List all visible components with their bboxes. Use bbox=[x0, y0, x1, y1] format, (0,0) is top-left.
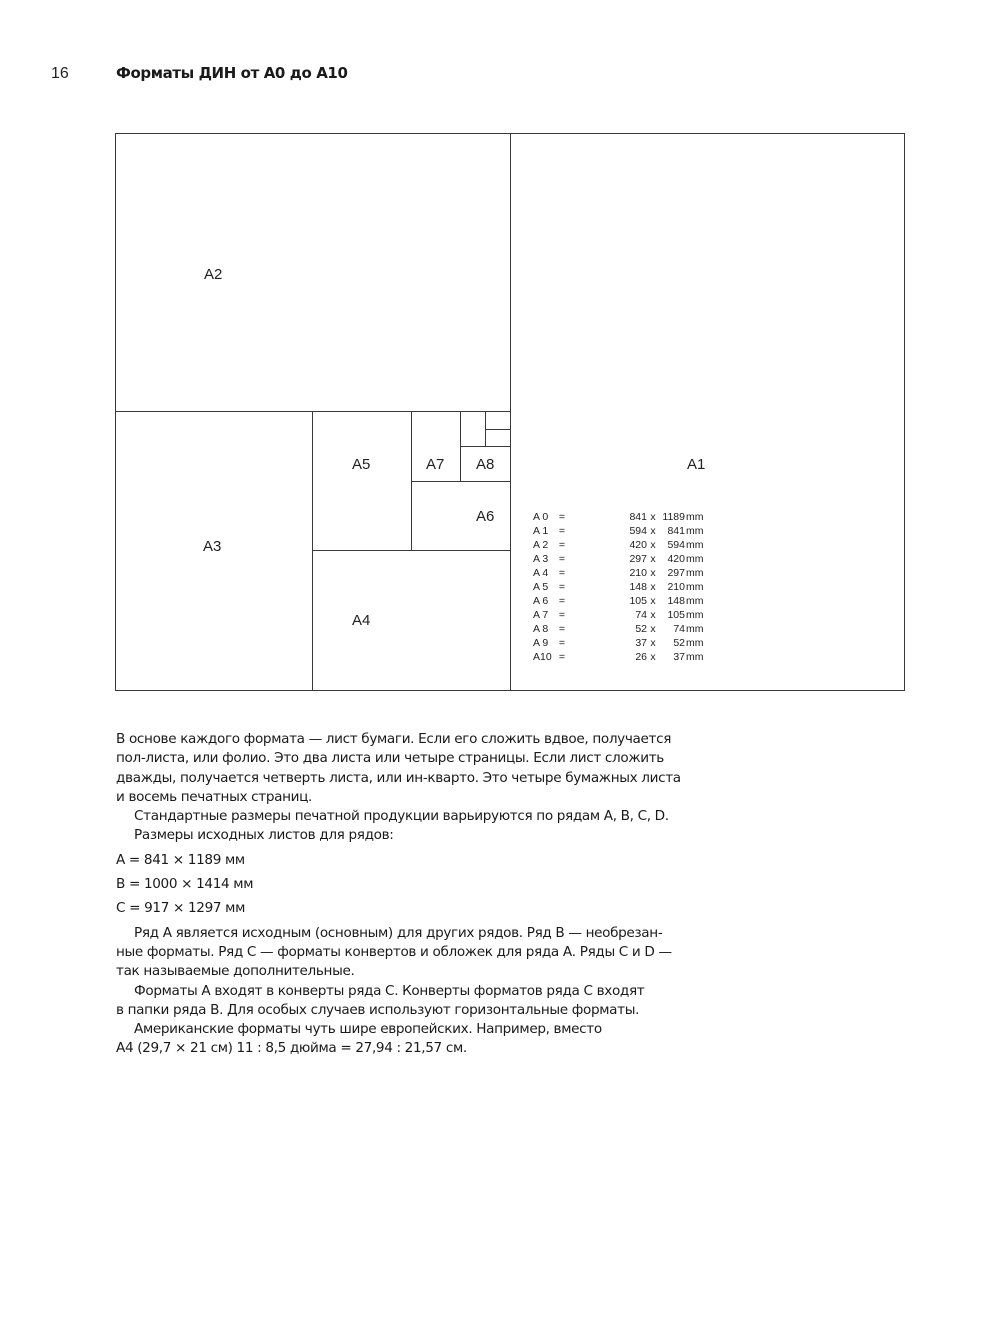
size-table bbox=[533, 511, 704, 663]
paragraph-american bbox=[116, 1020, 696, 1059]
text-line: Американские форматы чуть шире европейских. Например, вместо bbox=[134, 1021, 602, 1038]
table-format-name: A 1 bbox=[533, 525, 549, 537]
table-times: x bbox=[650, 553, 656, 565]
table-height: 37 bbox=[673, 651, 685, 663]
table-format-name: A 7 bbox=[533, 609, 549, 621]
text-line: в папки ряда B. Для особых случаев используют горизонтальные форматы. bbox=[116, 1001, 640, 1018]
label-a3: A3 bbox=[203, 538, 222, 555]
table-times: x bbox=[650, 581, 656, 593]
size-c: C = 917 × 1297 мм bbox=[116, 900, 245, 917]
table-equals: = bbox=[558, 595, 566, 607]
table-height: 1189 bbox=[662, 511, 685, 523]
table-times: x bbox=[650, 525, 656, 537]
table-times: x bbox=[650, 637, 656, 649]
size-b: B = 1000 × 1414 мм bbox=[116, 876, 254, 893]
table-times: x bbox=[650, 609, 656, 621]
paragraph-intro bbox=[116, 730, 696, 807]
table-equals: = bbox=[558, 553, 566, 565]
label-a6: A6 bbox=[476, 508, 495, 525]
table-unit: mm bbox=[686, 637, 704, 649]
text-line: Форматы А входят в конверты ряда С. Конверты форматов ряда С входят bbox=[134, 982, 645, 999]
table-format-name: A 5 bbox=[533, 581, 549, 593]
table-equals: = bbox=[558, 637, 566, 649]
table-equals: = bbox=[558, 609, 566, 621]
table-equals: = bbox=[558, 651, 566, 663]
table-width: 420 bbox=[629, 539, 647, 551]
table-unit: mm bbox=[686, 539, 704, 551]
table-format-name: A 2 bbox=[533, 539, 549, 551]
label-a1: A1 bbox=[687, 456, 706, 473]
table-unit: mm bbox=[686, 525, 704, 537]
table-height: 52 bbox=[673, 637, 685, 649]
table-height: 74 bbox=[673, 623, 685, 635]
label-a7: A7 bbox=[426, 456, 445, 473]
table-times: x bbox=[650, 623, 656, 635]
table-width: 74 bbox=[635, 609, 647, 621]
paragraph-sizes-intro: Размеры исходных листов для рядов: bbox=[134, 827, 394, 844]
size-a: A = 841 × 1189 мм bbox=[116, 851, 245, 868]
table-width: 841 bbox=[629, 511, 647, 523]
table-unit: mm bbox=[686, 567, 704, 579]
table-width: 594 bbox=[629, 525, 647, 537]
table-height: 105 bbox=[667, 609, 685, 621]
table-height: 148 bbox=[667, 595, 685, 607]
page-number: 16 bbox=[51, 65, 69, 82]
label-a8: A8 bbox=[476, 456, 495, 473]
table-unit: mm bbox=[686, 651, 704, 663]
text-line: так называемые дополнительные. bbox=[116, 963, 355, 980]
table-height: 841 bbox=[667, 525, 685, 537]
table-width: 37 bbox=[635, 637, 647, 649]
label-a2: A2 bbox=[204, 266, 223, 283]
table-times: x bbox=[650, 539, 656, 551]
table-unit: mm bbox=[686, 623, 704, 635]
table-format-name: A10 bbox=[533, 651, 552, 663]
paragraph-series-description bbox=[116, 924, 696, 982]
table-format-name: A 0 bbox=[533, 511, 549, 523]
label-a4: A4 bbox=[352, 612, 371, 629]
table-width: 52 bbox=[635, 623, 647, 635]
text-line: дважды, получается четверть листа, или ин-кварто. Это четыре бумажных листа bbox=[116, 769, 681, 786]
page-title: Форматы ДИН от А0 до А10 bbox=[116, 64, 348, 82]
table-equals: = bbox=[558, 623, 566, 635]
table-equals: = bbox=[558, 539, 566, 551]
table-unit: mm bbox=[686, 553, 704, 565]
paragraph-envelopes bbox=[116, 982, 696, 1021]
table-format-name: A 8 bbox=[533, 623, 549, 635]
table-width: 26 bbox=[635, 651, 647, 663]
table-height: 210 bbox=[667, 581, 685, 593]
table-width: 148 bbox=[629, 581, 647, 593]
text-line: Ряд А является исходным (основным) для других рядов. Ряд B — необрезан- bbox=[134, 924, 663, 941]
text-line: ные форматы. Ряд С — форматы конвертов и обложек для ряда А. Ряды С и D — bbox=[116, 943, 672, 960]
table-width: 297 bbox=[629, 553, 647, 565]
table-unit: mm bbox=[686, 595, 704, 607]
table-unit: mm bbox=[686, 511, 704, 523]
table-unit: mm bbox=[686, 609, 704, 621]
text-line: и восемь печатных страниц. bbox=[116, 788, 312, 805]
table-width: 210 bbox=[629, 567, 647, 579]
table-width: 105 bbox=[629, 595, 647, 607]
din-format-diagram bbox=[115, 133, 905, 691]
text-line: А4 (29,7 × 21 см) 11 : 8,5 дюйма = 27,94 : 21,57 см. bbox=[116, 1040, 467, 1057]
table-equals: = bbox=[558, 567, 566, 579]
table-times: x bbox=[650, 511, 656, 523]
text-line: В основе каждого формата — лист бумаги. Если его сложить вдвое, получается bbox=[116, 731, 672, 747]
table-format-name: A 9 bbox=[533, 637, 549, 649]
table-times: x bbox=[650, 651, 656, 663]
table-height: 594 bbox=[667, 539, 685, 551]
table-unit: mm bbox=[686, 581, 704, 593]
table-times: x bbox=[650, 567, 656, 579]
table-format-name: A 4 bbox=[533, 567, 549, 579]
table-equals: = bbox=[558, 581, 566, 593]
body-text bbox=[116, 730, 696, 1059]
text-line: пол-листа, или фолио. Это два листа или четыре страницы. Если лист сложить bbox=[116, 750, 664, 767]
table-height: 420 bbox=[667, 553, 685, 565]
label-a5: A5 bbox=[352, 456, 371, 473]
table-times: x bbox=[650, 595, 656, 607]
table-format-name: A 3 bbox=[533, 553, 549, 565]
table-equals: = bbox=[558, 525, 566, 537]
paragraph-series: Стандартные размеры печатной продукции варьируются по рядам А, B, C, D. bbox=[134, 808, 669, 825]
table-height: 297 bbox=[667, 567, 685, 579]
table-equals: = bbox=[558, 511, 566, 523]
table-format-name: A 6 bbox=[533, 595, 549, 607]
